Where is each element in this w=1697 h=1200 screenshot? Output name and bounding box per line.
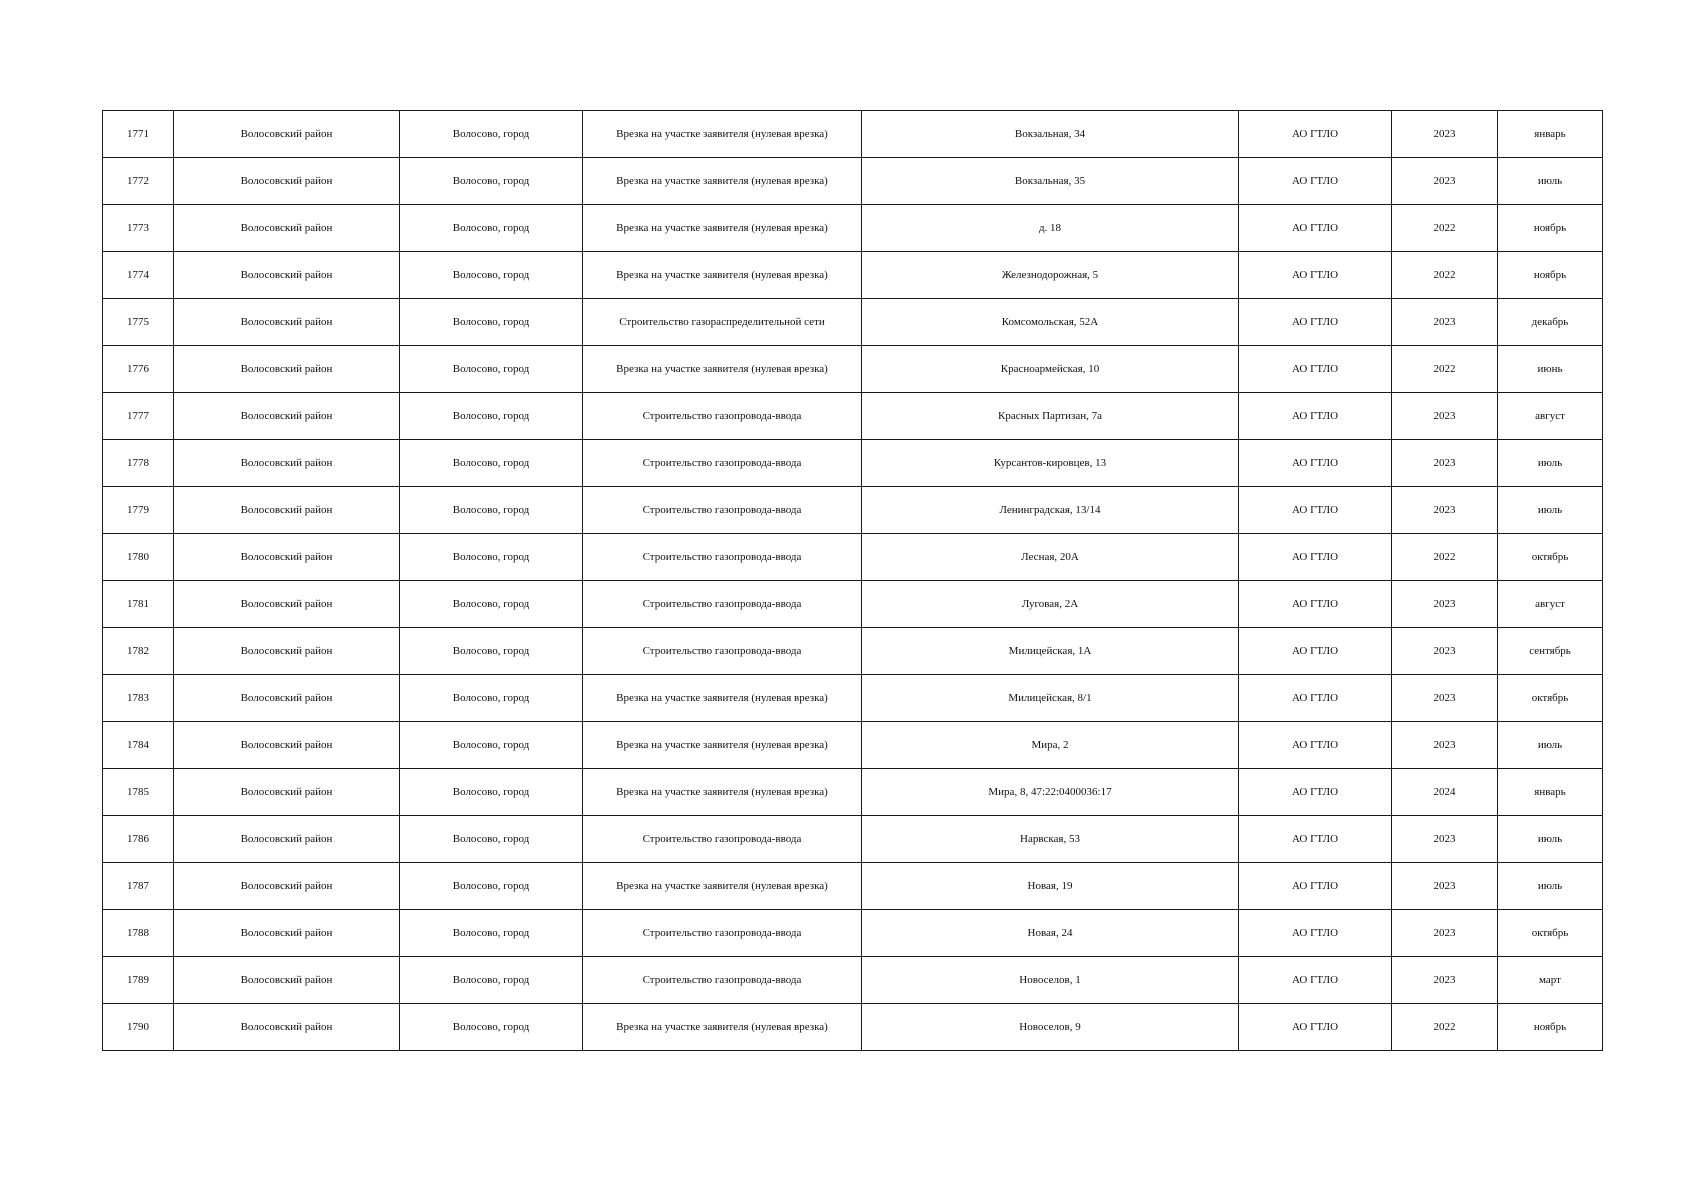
row-number-cell: 1781 xyxy=(103,581,174,628)
year-cell: 2022 xyxy=(1392,1004,1498,1051)
row-number-cell: 1786 xyxy=(103,816,174,863)
district-cell: Волосовский район xyxy=(174,487,400,534)
address-cell: Новоселов, 1 xyxy=(862,957,1239,1004)
district-cell: Волосовский район xyxy=(174,628,400,675)
month-cell: октябрь xyxy=(1498,534,1603,581)
organization-cell: АО ГТЛО xyxy=(1239,581,1392,628)
table-row xyxy=(103,393,1603,440)
locality-cell: Волосово, город xyxy=(400,440,583,487)
organization-cell: АО ГТЛО xyxy=(1239,675,1392,722)
organization-cell: АО ГТЛО xyxy=(1239,628,1392,675)
organization-cell: АО ГТЛО xyxy=(1239,158,1392,205)
district-cell: Волосовский район xyxy=(174,205,400,252)
work-type-cell: Врезка на участке заявителя (нулевая врезка) xyxy=(583,1004,862,1051)
district-cell: Волосовский район xyxy=(174,722,400,769)
month-cell: март xyxy=(1498,957,1603,1004)
month-cell: июль xyxy=(1498,158,1603,205)
row-number-cell: 1782 xyxy=(103,628,174,675)
year-cell: 2023 xyxy=(1392,863,1498,910)
address-cell: Нарвская, 53 xyxy=(862,816,1239,863)
table-row xyxy=(103,769,1603,816)
row-number-cell: 1784 xyxy=(103,722,174,769)
locality-cell: Волосово, город xyxy=(400,346,583,393)
district-cell: Волосовский район xyxy=(174,581,400,628)
month-cell: январь xyxy=(1498,111,1603,158)
organization-cell: АО ГТЛО xyxy=(1239,534,1392,581)
locality-cell: Волосово, город xyxy=(400,299,583,346)
row-number-cell: 1788 xyxy=(103,910,174,957)
row-number-cell: 1785 xyxy=(103,769,174,816)
year-cell: 2022 xyxy=(1392,534,1498,581)
work-type-cell: Строительство газопровода-ввода xyxy=(583,487,862,534)
locality-cell: Волосово, город xyxy=(400,957,583,1004)
organization-cell: АО ГТЛО xyxy=(1239,769,1392,816)
district-cell: Волосовский район xyxy=(174,252,400,299)
month-cell: июль xyxy=(1498,440,1603,487)
district-cell: Волосовский район xyxy=(174,769,400,816)
year-cell: 2023 xyxy=(1392,299,1498,346)
locality-cell: Волосово, город xyxy=(400,111,583,158)
district-cell: Волосовский район xyxy=(174,675,400,722)
table-row xyxy=(103,158,1603,205)
year-cell: 2023 xyxy=(1392,957,1498,1004)
work-type-cell: Врезка на участке заявителя (нулевая врезка) xyxy=(583,675,862,722)
table-row xyxy=(103,957,1603,1004)
work-type-cell: Врезка на участке заявителя (нулевая врезка) xyxy=(583,722,862,769)
address-cell: Новая, 19 xyxy=(862,863,1239,910)
address-cell: Милицейская, 8/1 xyxy=(862,675,1239,722)
locality-cell: Волосово, город xyxy=(400,158,583,205)
row-number-cell: 1771 xyxy=(103,111,174,158)
work-type-cell: Врезка на участке заявителя (нулевая врезка) xyxy=(583,863,862,910)
work-type-cell: Врезка на участке заявителя (нулевая врезка) xyxy=(583,111,862,158)
organization-cell: АО ГТЛО xyxy=(1239,910,1392,957)
year-cell: 2022 xyxy=(1392,346,1498,393)
locality-cell: Волосово, город xyxy=(400,534,583,581)
table-row xyxy=(103,252,1603,299)
address-cell: Мира, 2 xyxy=(862,722,1239,769)
locality-cell: Волосово, город xyxy=(400,581,583,628)
address-cell: Красноармейская, 10 xyxy=(862,346,1239,393)
district-cell: Волосовский район xyxy=(174,440,400,487)
table-row xyxy=(103,722,1603,769)
year-cell: 2023 xyxy=(1392,675,1498,722)
row-number-cell: 1774 xyxy=(103,252,174,299)
year-cell: 2023 xyxy=(1392,910,1498,957)
district-cell: Волосовский район xyxy=(174,910,400,957)
row-number-cell: 1787 xyxy=(103,863,174,910)
year-cell: 2023 xyxy=(1392,628,1498,675)
work-type-cell: Строительство газопровода-ввода xyxy=(583,628,862,675)
district-cell: Волосовский район xyxy=(174,957,400,1004)
month-cell: июль xyxy=(1498,722,1603,769)
locality-cell: Волосово, город xyxy=(400,487,583,534)
table-row xyxy=(103,299,1603,346)
table-row xyxy=(103,534,1603,581)
district-cell: Волосовский район xyxy=(174,346,400,393)
district-cell: Волосовский район xyxy=(174,863,400,910)
work-type-cell: Врезка на участке заявителя (нулевая врезка) xyxy=(583,205,862,252)
table-row xyxy=(103,440,1603,487)
row-number-cell: 1783 xyxy=(103,675,174,722)
locality-cell: Волосово, город xyxy=(400,205,583,252)
address-cell: Новая, 24 xyxy=(862,910,1239,957)
row-number-cell: 1777 xyxy=(103,393,174,440)
district-cell: Волосовский район xyxy=(174,816,400,863)
organization-cell: АО ГТЛО xyxy=(1239,863,1392,910)
work-type-cell: Строительство газопровода-ввода xyxy=(583,957,862,1004)
year-cell: 2023 xyxy=(1392,158,1498,205)
month-cell: июль xyxy=(1498,863,1603,910)
work-type-cell: Строительство газопровода-ввода xyxy=(583,910,862,957)
organization-cell: АО ГТЛО xyxy=(1239,205,1392,252)
month-cell: октябрь xyxy=(1498,910,1603,957)
address-cell: Мира, 8, 47:22:0400036:17 xyxy=(862,769,1239,816)
year-cell: 2023 xyxy=(1392,393,1498,440)
month-cell: август xyxy=(1498,581,1603,628)
locality-cell: Волосово, город xyxy=(400,769,583,816)
row-number-cell: 1778 xyxy=(103,440,174,487)
month-cell: август xyxy=(1498,393,1603,440)
address-cell: Железнодорожная, 5 xyxy=(862,252,1239,299)
month-cell: июль xyxy=(1498,487,1603,534)
year-cell: 2024 xyxy=(1392,769,1498,816)
organization-cell: АО ГТЛО xyxy=(1239,346,1392,393)
organization-cell: АО ГТЛО xyxy=(1239,252,1392,299)
locality-cell: Волосово, город xyxy=(400,1004,583,1051)
address-cell: Луговая, 2А xyxy=(862,581,1239,628)
locality-cell: Волосово, город xyxy=(400,628,583,675)
table-row xyxy=(103,675,1603,722)
table-body xyxy=(103,111,1603,1051)
month-cell: июль xyxy=(1498,816,1603,863)
work-type-cell: Врезка на участке заявителя (нулевая врезка) xyxy=(583,158,862,205)
year-cell: 2022 xyxy=(1392,252,1498,299)
month-cell: ноябрь xyxy=(1498,252,1603,299)
row-number-cell: 1776 xyxy=(103,346,174,393)
address-cell: Новоселов, 9 xyxy=(862,1004,1239,1051)
table-row xyxy=(103,205,1603,252)
table-row xyxy=(103,910,1603,957)
work-type-cell: Строительство газопровода-ввода xyxy=(583,534,862,581)
organization-cell: АО ГТЛО xyxy=(1239,111,1392,158)
work-type-cell: Строительство газопровода-ввода xyxy=(583,816,862,863)
year-cell: 2023 xyxy=(1392,722,1498,769)
address-cell: д. 18 xyxy=(862,205,1239,252)
month-cell: июнь xyxy=(1498,346,1603,393)
row-number-cell: 1789 xyxy=(103,957,174,1004)
table-row xyxy=(103,487,1603,534)
row-number-cell: 1773 xyxy=(103,205,174,252)
gas-connection-table xyxy=(102,110,1603,1051)
work-type-cell: Врезка на участке заявителя (нулевая врезка) xyxy=(583,346,862,393)
organization-cell: АО ГТЛО xyxy=(1239,487,1392,534)
year-cell: 2023 xyxy=(1392,487,1498,534)
row-number-cell: 1790 xyxy=(103,1004,174,1051)
month-cell: ноябрь xyxy=(1498,1004,1603,1051)
work-type-cell: Строительство газопровода-ввода xyxy=(583,440,862,487)
table-row xyxy=(103,863,1603,910)
month-cell: сентябрь xyxy=(1498,628,1603,675)
year-cell: 2023 xyxy=(1392,111,1498,158)
table-row xyxy=(103,1004,1603,1051)
locality-cell: Волосово, город xyxy=(400,863,583,910)
table-row xyxy=(103,581,1603,628)
month-cell: октябрь xyxy=(1498,675,1603,722)
row-number-cell: 1772 xyxy=(103,158,174,205)
table-row xyxy=(103,111,1603,158)
year-cell: 2023 xyxy=(1392,581,1498,628)
work-type-cell: Строительство газораспределительной сети xyxy=(583,299,862,346)
organization-cell: АО ГТЛО xyxy=(1239,299,1392,346)
table-row xyxy=(103,816,1603,863)
work-type-cell: Строительство газопровода-ввода xyxy=(583,393,862,440)
work-type-cell: Врезка на участке заявителя (нулевая врезка) xyxy=(583,252,862,299)
locality-cell: Волосово, город xyxy=(400,675,583,722)
table-row xyxy=(103,346,1603,393)
district-cell: Волосовский район xyxy=(174,299,400,346)
district-cell: Волосовский район xyxy=(174,111,400,158)
month-cell: ноябрь xyxy=(1498,205,1603,252)
organization-cell: АО ГТЛО xyxy=(1239,440,1392,487)
address-cell: Курсантов-кировцев, 13 xyxy=(862,440,1239,487)
organization-cell: АО ГТЛО xyxy=(1239,1004,1392,1051)
year-cell: 2023 xyxy=(1392,440,1498,487)
locality-cell: Волосово, город xyxy=(400,722,583,769)
year-cell: 2023 xyxy=(1392,816,1498,863)
organization-cell: АО ГТЛО xyxy=(1239,957,1392,1004)
work-type-cell: Врезка на участке заявителя (нулевая врезка) xyxy=(583,769,862,816)
address-cell: Милицейская, 1А xyxy=(862,628,1239,675)
row-number-cell: 1775 xyxy=(103,299,174,346)
district-cell: Волосовский район xyxy=(174,1004,400,1051)
locality-cell: Волосово, город xyxy=(400,252,583,299)
table-row xyxy=(103,628,1603,675)
organization-cell: АО ГТЛО xyxy=(1239,816,1392,863)
row-number-cell: 1779 xyxy=(103,487,174,534)
work-type-cell: Строительство газопровода-ввода xyxy=(583,581,862,628)
organization-cell: АО ГТЛО xyxy=(1239,722,1392,769)
month-cell: январь xyxy=(1498,769,1603,816)
address-cell: Комсомольская, 52А xyxy=(862,299,1239,346)
district-cell: Волосовский район xyxy=(174,158,400,205)
address-cell: Красных Партизан, 7а xyxy=(862,393,1239,440)
address-cell: Вокзальная, 35 xyxy=(862,158,1239,205)
address-cell: Ленинградская, 13/14 xyxy=(862,487,1239,534)
year-cell: 2022 xyxy=(1392,205,1498,252)
locality-cell: Волосово, город xyxy=(400,910,583,957)
row-number-cell: 1780 xyxy=(103,534,174,581)
address-cell: Вокзальная, 34 xyxy=(862,111,1239,158)
address-cell: Лесная, 20А xyxy=(862,534,1239,581)
locality-cell: Волосово, город xyxy=(400,393,583,440)
locality-cell: Волосово, город xyxy=(400,816,583,863)
district-cell: Волосовский район xyxy=(174,534,400,581)
organization-cell: АО ГТЛО xyxy=(1239,393,1392,440)
district-cell: Волосовский район xyxy=(174,393,400,440)
month-cell: декабрь xyxy=(1498,299,1603,346)
